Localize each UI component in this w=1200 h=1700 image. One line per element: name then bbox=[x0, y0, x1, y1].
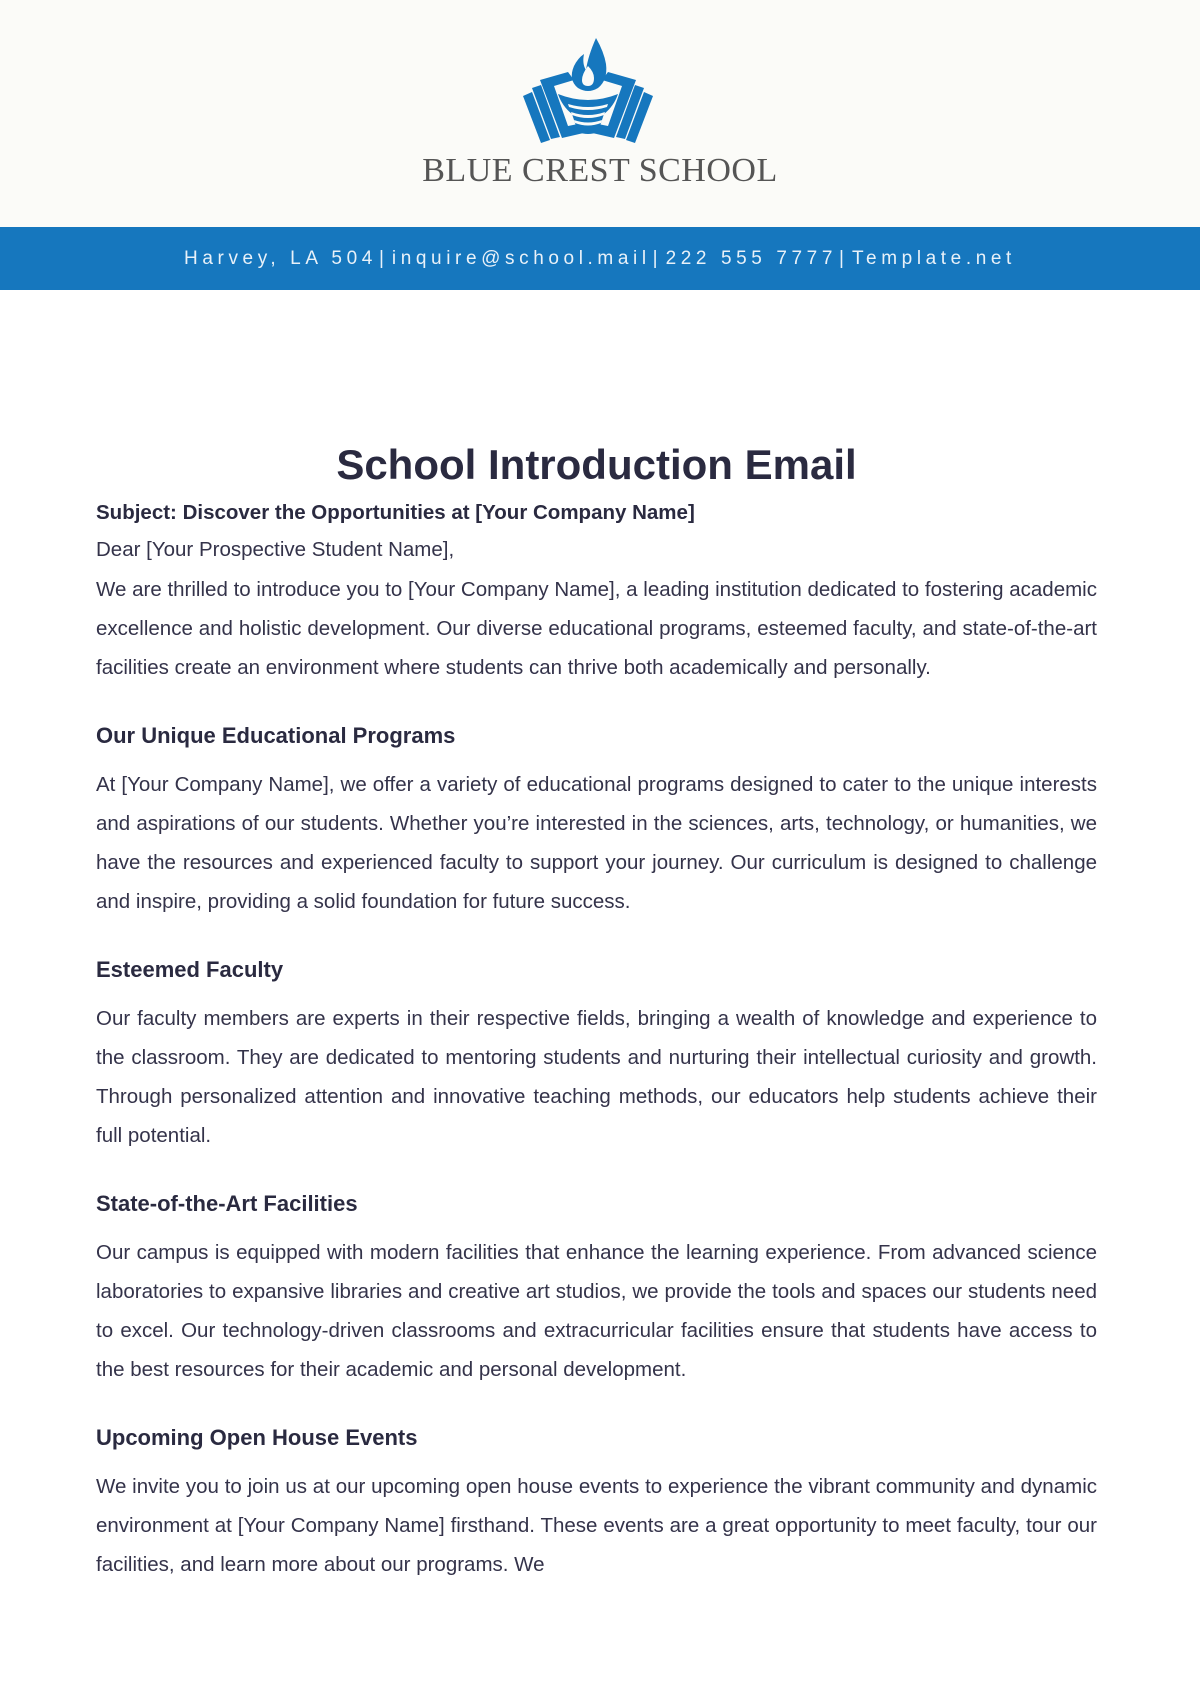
contact-website[interactable]: Template.net bbox=[851, 247, 1016, 269]
letterhead bbox=[0, 0, 1200, 227]
section-heading-open-house: Upcoming Open House Events bbox=[96, 1425, 418, 1450]
section-body-faculty: Our faculty members are experts in their respective fields, bringing a wealth of knowledge and experience to the classroom. They are dedicated to mentoring students and nurturing their intellectual curiosity and growth. Through personalized attention and innovative teaching methods, our educators help students achieve their full potential. bbox=[96, 1007, 1097, 1147]
torch-book-crest-icon bbox=[518, 36, 658, 146]
contact-separator: | bbox=[839, 247, 844, 269]
school-name: BLUE CREST SCHOOL bbox=[422, 152, 778, 189]
contact-phone: 222 555 7777 bbox=[665, 247, 838, 269]
contact-separator: | bbox=[378, 247, 384, 269]
section-body-programs: At [Your Company Name], we offer a variety of educational programs designed to cater to the unique interests and aspirations of our students. Whether you’re interested in the sciences, arts, technology, or humanities, we have the resources and experienced faculty to support your journey. Our curriculum is designed to challenge and inspire, providing a solid foundation for future success. bbox=[96, 773, 1097, 913]
email-body bbox=[96, 440, 1097, 1584]
contact-email[interactable]: inquire@school.mail bbox=[391, 247, 651, 269]
email-greeting: Dear [Your Prospective Student Name], bbox=[96, 538, 455, 561]
section-heading-facilities: State-of-the-Art Facilities bbox=[96, 1191, 358, 1216]
section-body-open-house: We invite you to join us at our upcoming open house events to experience the vibrant community and dynamic environment at [Your Company Name] firsthand. These events are a great opportunity to meet faculty, tour our facilities, and learn more about our programs. We bbox=[96, 1475, 1097, 1576]
section-body-facilities: Our campus is equipped with modern facilities that enhance the learning experience. From advanced science laboratories to expansive libraries and creative art studios, we provide the tools and spaces our students need to excel. Our technology-driven classrooms and extracurricular facilities ensure that students have access to the best resources for their academic and personal development. bbox=[96, 1241, 1097, 1381]
section-heading-faculty: Esteemed Faculty bbox=[96, 957, 284, 982]
email-subject: Subject: Discover the Opportunities at [Your Company Name] bbox=[96, 501, 695, 524]
contact-bar bbox=[0, 227, 1200, 290]
contact-address: Harvey, LA 504 bbox=[184, 247, 377, 269]
section-heading-programs: Our Unique Educational Programs bbox=[96, 723, 456, 748]
intro-paragraph: We are thrilled to introduce you to [Your Company Name], a leading institution dedicated to fostering academic excellence and holistic development. Our diverse educational programs, esteemed faculty, and state-of-the-art facilities create an environment where students can thrive both academically and personally. bbox=[96, 578, 1097, 679]
contact-separator: | bbox=[652, 247, 658, 269]
page-title: School Introduction Email bbox=[336, 441, 857, 488]
